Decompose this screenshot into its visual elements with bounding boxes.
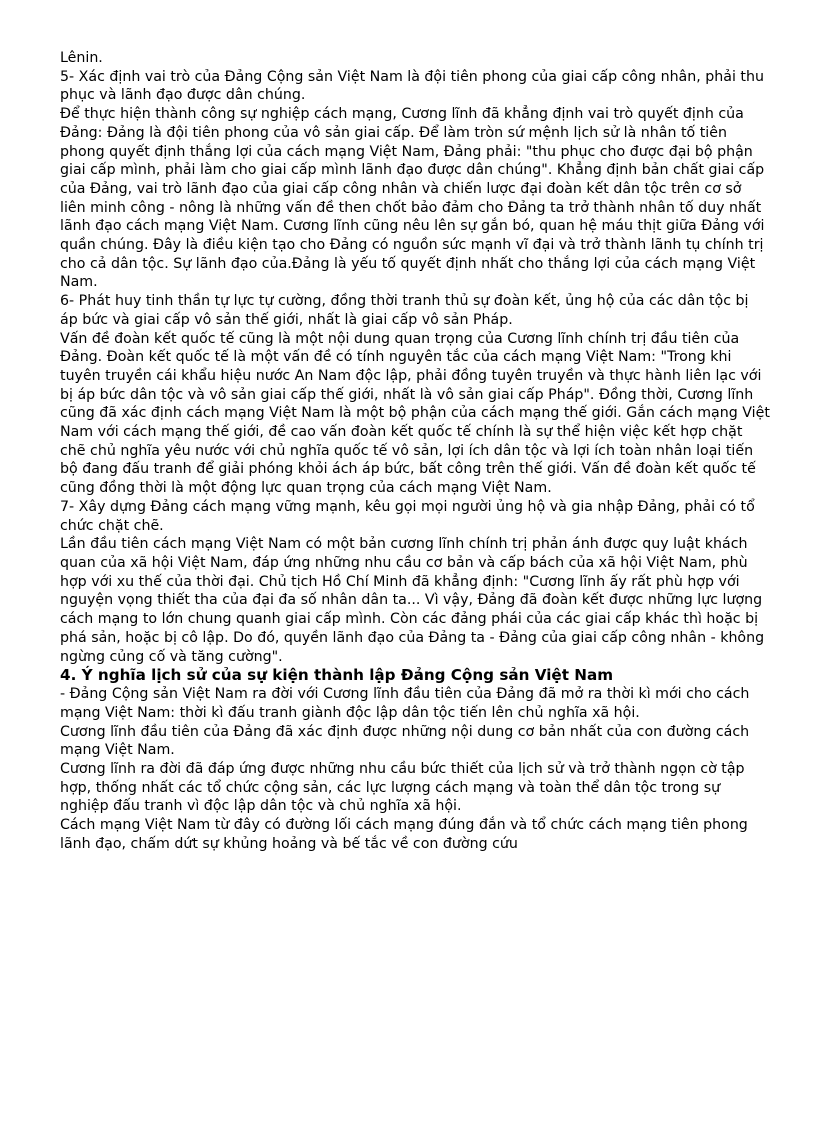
paragraph: Cương lĩnh đầu tiên của Đảng đã xác định được những nội dung cơ bản nhất của con đường cách mạng Việt Nam. (60, 723, 750, 759)
section-heading: 4. Ý nghĩa lịch sử của sự kiện thành lập Đảng Cộng sản Việt Nam (60, 666, 614, 685)
paragraph: - Đảng Cộng sản Việt Nam ra đời với Cương lĩnh đầu tiên của Đảng đã mở ra thời kì mới cho cách mạng Việt Nam: thời kì đấu tranh giành độc lập dân tộc tiến lên chủ nghĩa xã hội. (60, 686, 750, 721)
document-page (60, 49, 770, 854)
paragraph: Để thực hiện thành công sự nghiệp cách mạng, Cương lĩnh đã khẳng định vai trò quyết định của Đảng: Đảng là đội tiên phong của vô sản giai cấp. Để làm tròn sứ mệnh lịch sử là nhân tố tiên phong quyết định thắng lợi của cách mạng Việt Nam, Đảng phải: "thu phục cho được đại bộ phận giai cấp mình, phải làm cho giai cấp mình lãnh đạo được dân chúng". Khẳng định bản chất giai cấp của Đảng, vai trò lãnh đạo của giai cấp công nhân và chiến lược đại đoàn kết dân tộc trên cơ sở liên minh công - nông là những vấn đề then chốt bảo đảm cho Đảng ta trở thành nhân tố duy nhất lãnh đạo cách mạng Việt Nam. Cương lĩnh cũng nêu lên sự gắn bó, quan hệ máu thịt giữa Đảng với quần chúng. Đây là điều kiện tạo cho Đảng có nguồn sức mạnh vĩ đại và trở thành lãnh tụ chính trị cho cả dân tộc. Sự lãnh đạo của.Đảng là yếu tố quyết định nhất cho thắng lợi của cách mạng Việt Nam. (60, 106, 765, 291)
paragraph: 5- Xác định vai trò của Đảng Cộng sản Việt Nam là đội tiên phong của giai cấp công nhân, phải thu phục và lãnh đạo được dân chúng. (60, 68, 764, 104)
paragraph: 7- Xây dựng Đảng cách mạng vững mạnh, kêu gọi mọi người ủng hộ và gia nhập Đảng, phải có tổ chức chặt chẽ. (60, 498, 755, 534)
paragraph: 6- Phát huy tinh thần tự lực tự cường, đồng thời tranh thủ sự đoàn kết, ủng hộ của các dân tộc bị áp bức và giai cấp vô sản thế giới, nhất là giai cấp vô sản Pháp. (60, 293, 749, 328)
paragraph: Lênin. (60, 50, 103, 66)
paragraph: Lần đầu tiên cách mạng Việt Nam có một bản cương lĩnh chính trị phản ánh được quy luật khách quan của xã hội Việt Nam, đáp ứng những nhu cầu cơ bản và cấp bách của xã hội Việt Nam, phù hợp với xu thế của thời đại. Chủ tịch Hồ Chí Minh đã khẳng định: "Cương lĩnh ấy rất phù hợp với nguyện vọng thiết tha của đại đa số nhân dân ta... Vì vậy, Đảng đã đoàn kết được những lực lượng cách mạng to lớn chung quanh giai cấp mình. Còn các đảng phái của các giai cấp khác thì hoặc bị phá sản, hoặc bị cô lập. Do đó, quyền lãnh đạo của Đảng ta - Đảng của giai cấp công nhân - không ngừng củng cố và tăng cường". (60, 536, 765, 665)
paragraph: Vấn đề đoàn kết quốc tế cũng là một nội dung quan trọng của Cương lĩnh chính trị đầu tiên của Đảng. Đoàn kết quốc tế là một vấn đề có tính nguyên tắc của cách mạng Việt Nam: "Trong khi tuyên truyền cái khẩu hiệu nước An Nam độc lập, phải đồng tuyên truyền và thực hành liên lạc với bị áp bức dân tộc và vô sản giai cấp thế giới, nhất là vô sản giai cấp Pháp". Đồng thời, Cương lĩnh cũng đã xác định cách mạng Việt Nam là một bộ phận của cách mạng thế giới. Gắn cách mạng Việt Nam với cách mạng thế giới, đề cao vấn đoàn kết quốc tế chính là sự thể hiện việc kết hợp chặt chẽ chủ nghĩa yêu nước với chủ nghĩa quốc tế vô sản, lợi ích dân tộc và lợi ích toàn nhân loại tiến bộ đang đấu tranh để giải phóng khỏi ách áp bức, bất công trên thế giới. Vấn đề đoàn kết quốc tế cũng đồng thời là một động lực quan trọng của cách mạng Việt Nam. (60, 330, 770, 497)
paragraph: Cương lĩnh ra đời đã đáp ứng được những nhu cầu bức thiết của lịch sử và trở thành ngọn cờ tập hợp, thống nhất các tổ chức cộng sản, các lực lượng cách mạng và toàn thể dân tộc trong sự nghiệp đấu tranh vì độc lập dân tộc và chủ nghĩa xã hội. (60, 761, 745, 815)
paragraph: Cách mạng Việt Nam từ đây có đường lối cách mạng đúng đắn và tổ chức cách mạng tiên phong lãnh đạo, chấm dứt sự khủng hoảng và bế tắc về con đường cứu (60, 817, 748, 852)
